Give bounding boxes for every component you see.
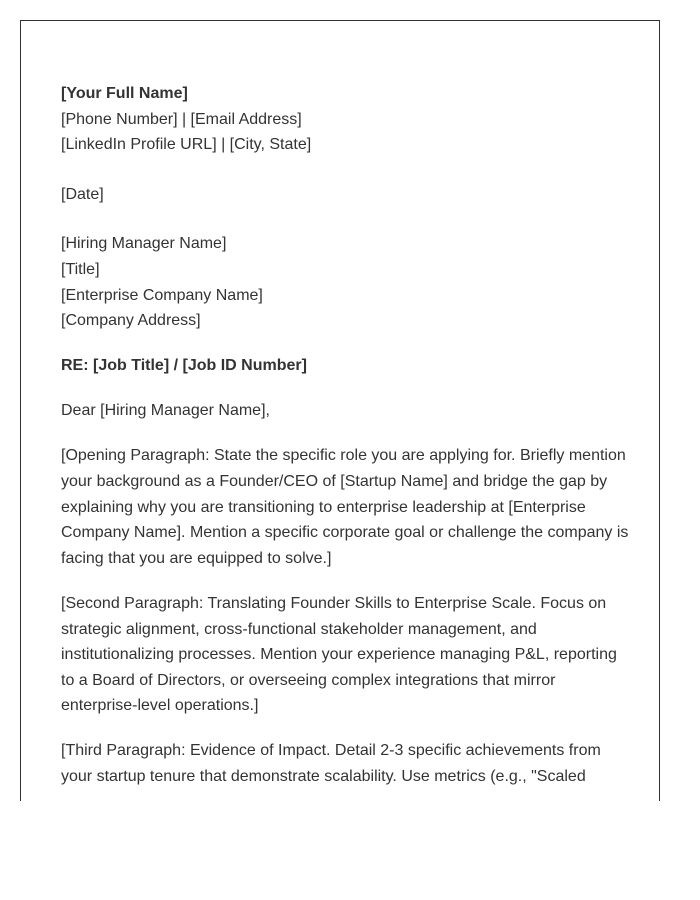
recipient-address: [Company Address] [61,312,201,330]
cover-letter-body [61,81,631,790]
second-paragraph: [Second Paragraph: Translating Founder Skills to Enterprise Scale. Focus on strategic alignment, cross-functional stakeholder management, and institutionalizing processes. Mention your experience managing P&L, reporting to a Board of Directors, or overseeing complex integrations that mirror enterprise-level operations.] [61,594,617,715]
opening-paragraph: [Opening Paragraph: State the specific role you are applying for. Briefly mention your background as a Founder/CEO of [Startup Name] and bridge the gap by explaining why you are transitioning to enterprise leadership at [Enterprise Company Name]. Mention a specific corporate goal or challenge the company is facing that you are equipped to solve.] [61,447,629,567]
recipient-company: [Enterprise Company Name] [61,286,263,304]
document-page [20,20,660,801]
subject-line: RE: [Job Title] / [Job ID Number] [61,357,307,375]
recipient-name: [Hiring Manager Name] [61,235,227,253]
letter-date: [Date] [61,185,104,203]
sender-header [61,81,631,158]
third-paragraph: [Third Paragraph: Evidence of Impact. Detail 2-3 specific achievements from your startup tenure that demonstrate scalability. Use metrics (e.g., "Scaled [61,742,601,785]
sender-name: [Your Full Name] [61,85,188,102]
sender-contact-line-2: [LinkedIn Profile URL] | [City, State] [61,136,312,154]
sender-contact-line-1: [Phone Number] | [Email Address] [61,110,302,128]
recipient-block [61,231,631,333]
recipient-title: [Title] [61,260,100,278]
date-block [61,182,631,208]
salutation: Dear [Hiring Manager Name], [61,402,270,420]
